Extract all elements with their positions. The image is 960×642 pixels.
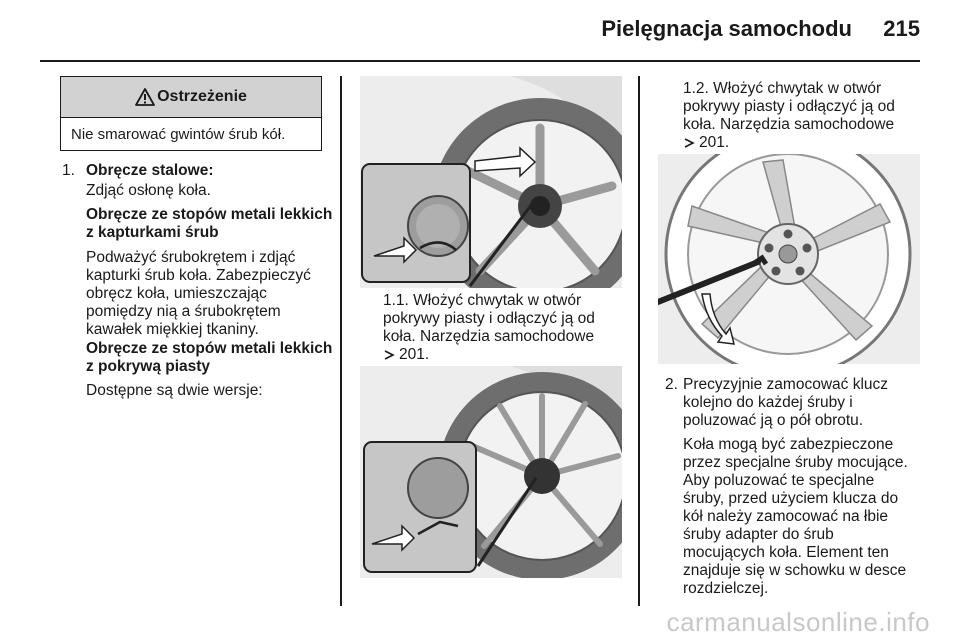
step-1-title: Obręcze stalowe: (86, 162, 214, 179)
text-line: mocujących koła. Element ten (683, 544, 889, 561)
text-line: poluzować ją o pół obrotu. (683, 412, 864, 429)
text-line: obręcz koła, umieszczając (86, 285, 267, 302)
text-line: pomiędzy nią a śrubokrętem (86, 303, 281, 320)
alloy-caps-title (86, 206, 332, 242)
caption-page-ref: 201. (699, 134, 730, 151)
warning-triangle-icon (135, 88, 155, 106)
step-1-text: Zdjąć osłonę koła. (86, 182, 211, 199)
text-line: kapturki śrub koła. Zabezpieczyć (86, 267, 311, 284)
caption-line: koła. Narzędzia samochodowe (383, 328, 595, 345)
caption-line: 1.2. Włożyć chwytak w otwór (683, 80, 882, 97)
text-line: Koła mogą być zabezpieczone (683, 436, 894, 453)
page-reference-arrow-icon (383, 349, 395, 361)
warning-title: Ostrzeżenie (157, 88, 247, 105)
caption-line: koła. Narzędzia samochodowe (683, 116, 895, 133)
figure-hub-cover-removal-2 (360, 366, 622, 578)
figure-wheel-wrench (658, 154, 920, 364)
column-divider-1 (340, 76, 342, 606)
text-line: śruby, przed użyciem klucza do (683, 490, 899, 507)
column-divider-2 (638, 76, 640, 606)
text-line: kół należy zamocować na łbie (683, 508, 889, 525)
page-number: 215 (883, 16, 920, 41)
text-line: przez specjalne śruby mocujące. (683, 454, 908, 471)
text-line: śruby adapter do śrub (683, 526, 834, 543)
figure-1-1-caption (383, 292, 595, 364)
page-title: Pielęgnacja samochodu (601, 16, 852, 41)
alloy-cover-title-line: Obręcze ze stopów metali lekkich (86, 340, 333, 357)
figure-1-2-caption (683, 80, 895, 152)
header-rule (40, 60, 920, 62)
step-1-number: 1. (62, 162, 75, 179)
alloy-cover-title-line: z pokrywą piasty (86, 358, 211, 375)
alloy-caps-title-line: Obręcze ze stopów metali lekkich (86, 206, 333, 223)
text-line: kolejno do każdej śruby i (683, 394, 853, 411)
warning-header (61, 77, 321, 118)
alloy-caps-title-line: z kapturkami śrub (86, 224, 219, 241)
page-header (0, 0, 960, 62)
caption-line: pokrywy piasty i odłączyć ją od (383, 310, 595, 327)
caption-line: 1.1. Włożyć chwytak w otwór (383, 292, 582, 309)
alloy-caps-text (86, 249, 311, 339)
text-line: Aby poluzować te specjalne (683, 472, 875, 489)
alloy-cover-title (86, 340, 332, 376)
versions-text: Dostępne są dwie wersje: (86, 382, 263, 399)
text-line: Precyzyjnie zamocować klucz (683, 376, 889, 393)
text-line: kawałek miękkiej tkaniny. (86, 321, 259, 338)
caption-page-ref: 201. (399, 346, 430, 363)
warning-text: Nie smarować gwintów śrub kół. (71, 126, 286, 143)
figure-hub-cover-removal-1 (360, 76, 622, 288)
text-line: rozdzielczej. (683, 580, 769, 597)
text-line: znajduje się w schowku w desce (683, 562, 907, 579)
step-2-note (683, 436, 908, 598)
caption-line: pokrywy piasty i odłączyć ją od (683, 98, 895, 115)
caption-line (683, 134, 895, 152)
page-reference-arrow-icon (683, 137, 695, 149)
caption-line (383, 346, 595, 364)
step-2-text (683, 376, 888, 430)
warning-box (60, 76, 322, 151)
watermark: carmanualsonline.info (666, 607, 930, 637)
step-2-number: 2. (665, 376, 678, 393)
text-line: Podważyć śrubokrętem i zdjąć (86, 249, 296, 266)
